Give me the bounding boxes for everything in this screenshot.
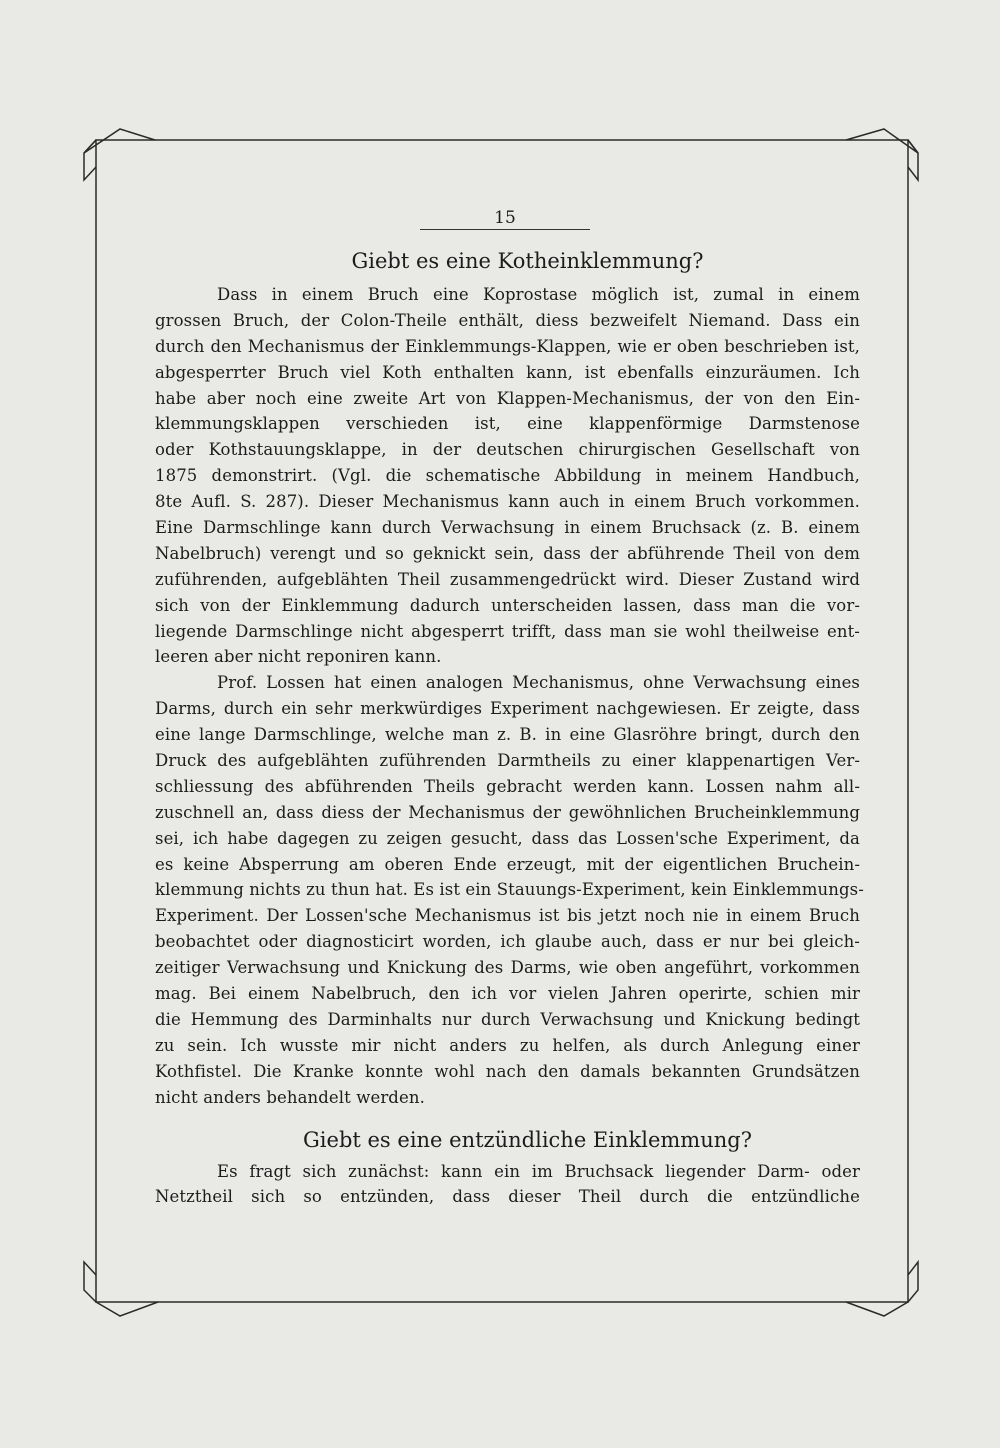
text-line: Es fragt sich zunächst: kann ein im Bruchsack liegender Darm- oder [217, 1161, 860, 1181]
text-line: Kothfistel. Die Kranke konnte wohl nach den damals bekannten Grundsätzen [155, 1061, 860, 1081]
text-line: Dass in einem Bruch eine Koprostase möglich ist, zumal in einem [217, 285, 860, 304]
paragraph-entzuendung [155, 1159, 860, 1211]
text-line: nicht anders behandelt werden. [155, 1087, 425, 1107]
text-line: liegende Darmschlinge nicht abgesperrt trifft, dass man sie wohl theilweise ent- [155, 621, 860, 641]
text-line: mag. Bei einem Nabelbruch, den ich vor vielen Jahren operirte, schien mir [155, 984, 860, 1004]
text-line: schliessung des abführenden Theils gebracht werden kann. Lossen nahm all- [155, 776, 860, 796]
text-line: die Hemmung des Darminhalts nur durch Verwachsung und Knickung bedingt [155, 1009, 860, 1029]
text-line: 1875 demonstrirt. (Vgl. die schematische Abbildung in meinem Handbuch, [155, 466, 860, 486]
header-rule [420, 229, 590, 230]
paragraph-lossen [155, 670, 864, 1110]
text-line: Experiment. Der Lossen'sche Mechanismus ist bis jetzt noch nie in einem Bruch [155, 906, 860, 926]
text-line: sich von der Einklemmung dadurch unterscheiden lassen, dass man die vor- [155, 595, 860, 615]
text-line: es keine Absperrung am oberen Ende erzeugt, mit der eigentlichen Bruchein- [155, 854, 860, 874]
text-line: zu sein. Ich wusste mir nicht anders zu helfen, als durch Anlegung einer [155, 1035, 860, 1055]
text-line: zuschnell an, dass diess der Mechanismus der gewöhnlichen Brucheinklemmung [155, 802, 860, 822]
text-line: klemmungsklappen verschieden ist, eine klappenförmige Darmstenose [155, 414, 860, 434]
text-line: Druck des aufgeblähten zuführenden Darmtheils zu einer klappenartigen Ver- [155, 751, 860, 771]
text-line: grossen Bruch, der Colon-Theile enthält, diess bezweifelt Niemand. Dass ein [155, 310, 860, 330]
text-line: oder Kothstauungsklappe, in der deutschen chirurgischen Gesellschaft von [155, 440, 860, 460]
text-line: zuführenden, aufgeblähten Theil zusammengedrückt wird. Dieser Zustand wird [155, 569, 860, 589]
paragraph-koprostase [155, 282, 860, 670]
text-line: zeitiger Verwachsung und Knickung des Darms, wie oben angeführt, vorkommen [155, 958, 860, 978]
text-line: 8te Aufl. S. 287). Dieser Mechanismus kann auch in einem Bruch vorkommen. [155, 492, 860, 512]
text-line: Netztheil sich so entzünden, dass dieser Theil durch die entzündliche [155, 1187, 860, 1207]
section-heading-kotheinklemmung: Giebt es eine Kotheinklemmung? [351, 249, 704, 273]
text-line: klemmung nichts zu thun hat. Es ist ein Stauungs-Experiment, kein Einklemmungs- [155, 880, 864, 900]
page-number: 15 [494, 208, 516, 228]
text-line: Eine Darmschlinge kann durch Verwachsung in einem Bruchsack (z. B. einem [155, 518, 860, 538]
text-line: Darms, durch ein sehr merkwürdiges Experiment nachgewiesen. Er zeigte, dass [155, 699, 860, 719]
text-line: habe aber noch eine zweite Art von Klappen-Mechanismus, der von den Ein- [155, 388, 860, 408]
text-line: Prof. Lossen hat einen analogen Mechanismus, ohne Verwachsung eines [217, 673, 860, 693]
section-heading-entzuendliche-einklemmung: Giebt es eine entzündliche Einklemmung? [303, 1127, 752, 1152]
text-line: Nabelbruch) verengt und so geknickt sein, dass der abführende Theil von dem [155, 543, 860, 563]
page-body [155, 248, 864, 1210]
text-line: sei, ich habe dagegen zu zeigen gesucht, dass das Lossen'sche Experiment, da [155, 828, 860, 848]
text-line: durch den Mechanismus der Einklemmungs-Klappen, wie er oben beschrieben ist, [155, 336, 860, 356]
text-line: beobachtet oder diagnosticirt worden, ich glaube auch, dass er nur bei gleich- [155, 932, 860, 952]
text-line: leeren aber nicht reponiren kann. [155, 647, 442, 667]
text-line: eine lange Darmschlinge, welche man z. B. in eine Glasröhre bringt, durch den [155, 725, 860, 745]
text-line: abgesperrter Bruch viel Koth enthalten kann, ist ebenfalls einzuräumen. Ich [155, 362, 860, 382]
